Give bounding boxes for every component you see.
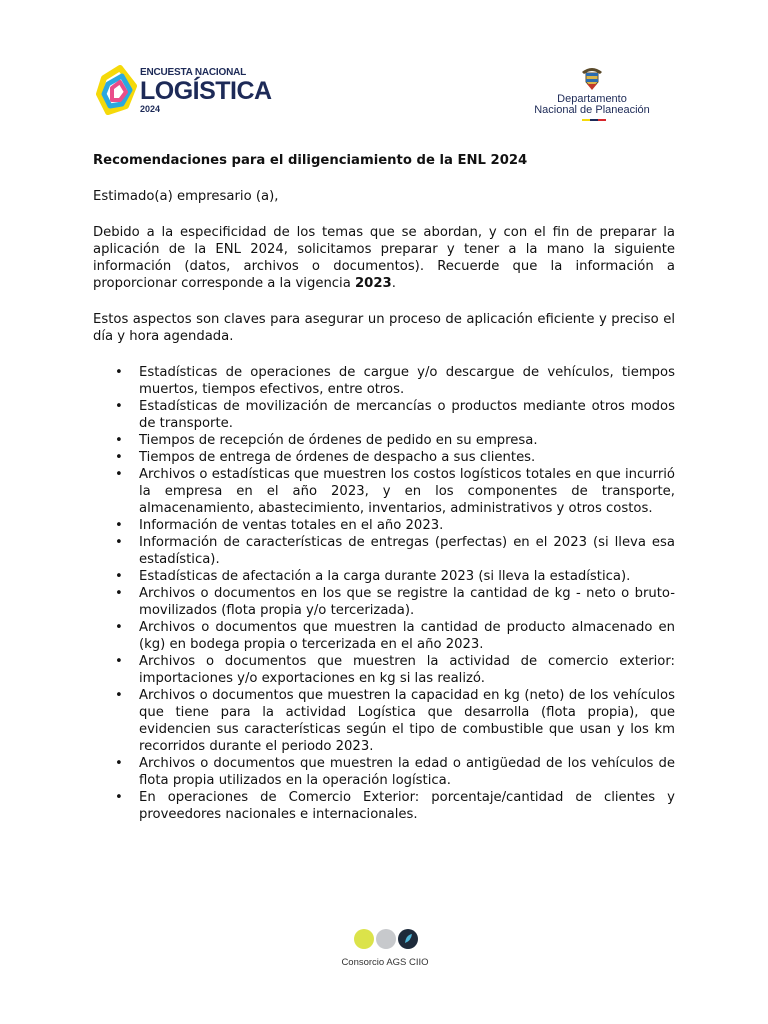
list-item-text: Tiempos de entrega de órdenes de despacho a sus clientes. <box>139 450 536 465</box>
dnp-logo <box>522 64 662 126</box>
list-item-text: Archivos o documentos en los que se registre la cantidad de kg - neto o bruto- movilizados (flota propia y/o tercerizada). <box>139 586 675 618</box>
footer <box>330 929 440 979</box>
list-item <box>93 398 675 432</box>
bullet-icon: • <box>115 467 123 482</box>
list-item-text: Archivos o documentos que muestren la cantidad de producto almacenado en (kg) en bodega propia o tercerizada en el año 2023. <box>139 620 675 652</box>
list-item <box>93 449 675 466</box>
enl-logo-line3: 2024 <box>140 104 161 114</box>
list-item-text: Información de ventas totales en el año 2023. <box>139 518 444 533</box>
list-item <box>93 534 675 568</box>
circle-yellow-icon <box>354 929 374 949</box>
list-item-text: Información de características de entregas (perfectas) en el 2023 (si lleva esa estadística). <box>139 535 675 567</box>
list-item <box>93 466 675 517</box>
bullet-icon: • <box>115 518 123 533</box>
coat-of-arms-icon <box>579 64 605 92</box>
enl-logo <box>96 62 272 124</box>
list-item-text: En operaciones de Comercio Exterior: porcentaje/cantidad de clientes y proveedores nacionales e internacionales. <box>139 790 675 822</box>
intro-paragraph <box>93 224 675 292</box>
consortium-logo <box>354 929 418 949</box>
list-item-text: Archivos o documentos que muestren la capacidad en kg (neto) de los vehículos que tiene para la actividad Logística que desarrolla (flota propia), que evidencien sus características según el tipo de combustible que usan y los km recorridos durante el periodo 2023. <box>139 688 675 754</box>
list-item-text: Tiempos de recepción de órdenes de pedido en su empresa. <box>139 433 538 448</box>
bullet-icon: • <box>115 654 123 669</box>
bullet-icon: • <box>115 450 123 465</box>
circle-gray-icon <box>376 929 396 949</box>
list-item <box>93 619 675 653</box>
leaf-icon <box>398 929 418 949</box>
greeting: Estimado(a) empresario (a), <box>93 189 279 204</box>
enl-logo-line2: LOGÍSTICA <box>140 77 272 105</box>
bullet-icon: • <box>115 620 123 635</box>
footer-text: Consorcio AGS CIIO <box>341 957 429 968</box>
document-body <box>93 152 675 823</box>
list-item-text: Estadísticas de afectación a la carga durante 2023 (si lleva la estadística). <box>139 569 631 584</box>
list-item-text: Archivos o estadísticas que muestren los costos logísticos totales en que incurrió la empresa en el año 2023, y en los componentes de transporte, almacenamiento, abastecimiento, inventarios, administrativos y otros costos. <box>139 467 675 516</box>
requirements-list <box>93 364 675 823</box>
list-item <box>93 585 675 619</box>
intro-text: Debido a la especificidad de los temas que se abordan, y con el fin de preparar la aplicación de la ENL 2024, solicitamos preparar y tener a la mano la siguiente información (datos, archivos o documentos). Recuerde que la información a proporcionar corresponde a la vigencia <box>93 225 675 291</box>
intro-year: 2023 <box>355 276 392 291</box>
bullet-icon: • <box>115 433 123 448</box>
dnp-flag-stripe <box>582 119 606 121</box>
list-item-text: Archivos o documentos que muestren la edad o antigüedad de los vehículos de flota propia utilizados en la operación logística. <box>139 756 675 788</box>
list-item-text: Archivos o documentos que muestren la actividad de comercio exterior: importaciones y/o exportaciones en kg si las realizó. <box>139 654 675 686</box>
document-title: Recomendaciones para el diligenciamiento de la ENL 2024 <box>93 153 528 168</box>
dnp-logo-line2: Nacional de Planeación <box>534 104 650 116</box>
bullet-icon: • <box>115 399 123 414</box>
list-item <box>93 687 675 755</box>
bullet-icon: • <box>115 569 123 584</box>
list-item <box>93 517 675 534</box>
bullet-icon: • <box>115 586 123 601</box>
list-item <box>93 432 675 449</box>
bullet-icon: • <box>115 535 123 550</box>
list-item <box>93 653 675 687</box>
list-item <box>93 568 675 585</box>
purpose-paragraph: Estos aspectos son claves para asegurar un proceso de aplicación eficiente y preciso el día y hora agendada. <box>93 312 675 344</box>
list-item <box>93 755 675 789</box>
dnp-logo-line1: Departamento <box>557 93 627 105</box>
list-item-text: Estadísticas de movilización de mercancías o productos mediante otros modos de transporte. <box>139 399 675 431</box>
list-item <box>93 364 675 398</box>
bullet-icon: • <box>115 790 123 805</box>
intro-end: . <box>391 276 396 291</box>
bullet-icon: • <box>115 756 123 771</box>
enl-logo-line1: ENCUESTA NACIONAL <box>140 67 247 78</box>
bullet-icon: • <box>115 688 123 703</box>
enl-logo-icon <box>96 64 138 118</box>
list-item <box>93 789 675 823</box>
list-item-text: Estadísticas de operaciones de cargue y/o descargue de vehículos, tiempos muertos, tiempos efectivos, entre otros. <box>139 365 675 397</box>
circle-dark-icon <box>398 929 418 949</box>
bullet-icon: • <box>115 365 123 380</box>
